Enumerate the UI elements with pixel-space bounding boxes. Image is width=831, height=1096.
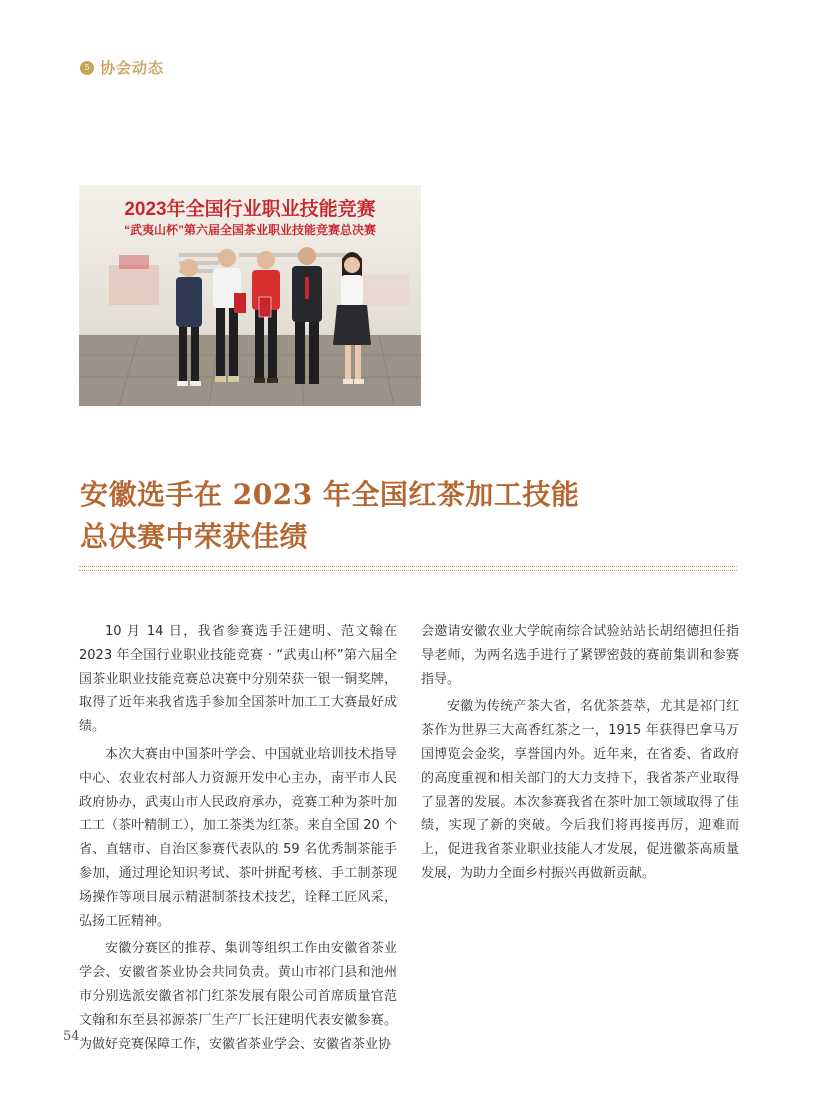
article-title bbox=[80, 474, 740, 558]
paragraph: 安徽分赛区的推荐、集训等组织工作由安徽省茶业学会、安徽省茶业协会共同负责。黄山市祁门县和池州市分别选派安徽省祁门红茶发展有限公司首席质量官范文翰和东至县祁源茶厂生产厂长汪建明代表安徽参赛。为做好竞赛保障工作，安徽省茶业学会、安徽省茶业协 bbox=[79, 941, 397, 1052]
title-divider bbox=[79, 566, 737, 571]
page-number: 54 bbox=[63, 1029, 80, 1044]
paragraph: 会邀请安徽农业大学皖南综合试验站站长胡绍德担任指导老师，为两名选手进行了紧锣密鼓的赛前集训和参赛指导。 bbox=[421, 624, 739, 687]
banner-line-1: 2023年全国行业职业技能竞赛 bbox=[124, 199, 376, 220]
article-column-right bbox=[421, 620, 739, 890]
award-photo bbox=[79, 185, 421, 406]
paragraph: 10 月 14 日，我省参赛选手汪建明、范文翰在 2023 年全国行业职业技能竞赛 · “武夷山杯”第六届全国茶业职业技能竞赛总决赛中分别荣获一银一铜奖牌，取得了近年来我省选手参加全国茶叶加工工大赛最好成绩。 bbox=[79, 624, 397, 735]
award-photo-illustration bbox=[79, 185, 421, 406]
article-title-line-2: 总决赛中荣获佳绩 bbox=[80, 520, 309, 553]
paragraph: 安徽为传统产茶大省，名优茶荟萃，尤其是祁门红茶作为世界三大高香红茶之一，1915 年获得巴拿马万国博览会金奖，享誉国内外。近年来，在省委、省政府的高度重视和相关部门的大力支持下，我省茶产业取得了显著的发展。本次参赛我省在茶叶加工领域取得了佳绩，实现了新的突破。今后我们将再接再厉，迎难而上，促进我省茶业职业技能人才发展，促进徽茶高质量发展，为助力全面乡村振兴再做新贡献。 bbox=[421, 699, 739, 881]
article-column-left bbox=[79, 620, 397, 1060]
section-header bbox=[80, 57, 164, 78]
section-badge-icon: 5 bbox=[80, 61, 94, 75]
banner-line-2: “武夷山杯”第六届全国茶业职业技能竞赛总决赛 bbox=[123, 223, 377, 237]
section-title: 协会动态 bbox=[100, 59, 165, 77]
paragraph: 本次大赛由中国茶叶学会、中国就业培训技术指导中心、农业农村部人力资源开发中心主办，南平市人民政府协办，武夷山市人民政府承办，竞赛工种为茶叶加工工（茶叶精制工），加工茶类为红茶。来自全国 20 个省、直辖市、自治区参赛代表队的 59 名优秀制茶能手参加，通过理论知识考试、茶叶拼配考核、手工制茶现场操作等项目展示精湛制茶技术技艺，诠释工匠风采，弘扬工匠精神。 bbox=[79, 746, 397, 929]
article-title-line-1: 安徽选手在 2023 年全国红茶加工技能 bbox=[80, 478, 580, 511]
